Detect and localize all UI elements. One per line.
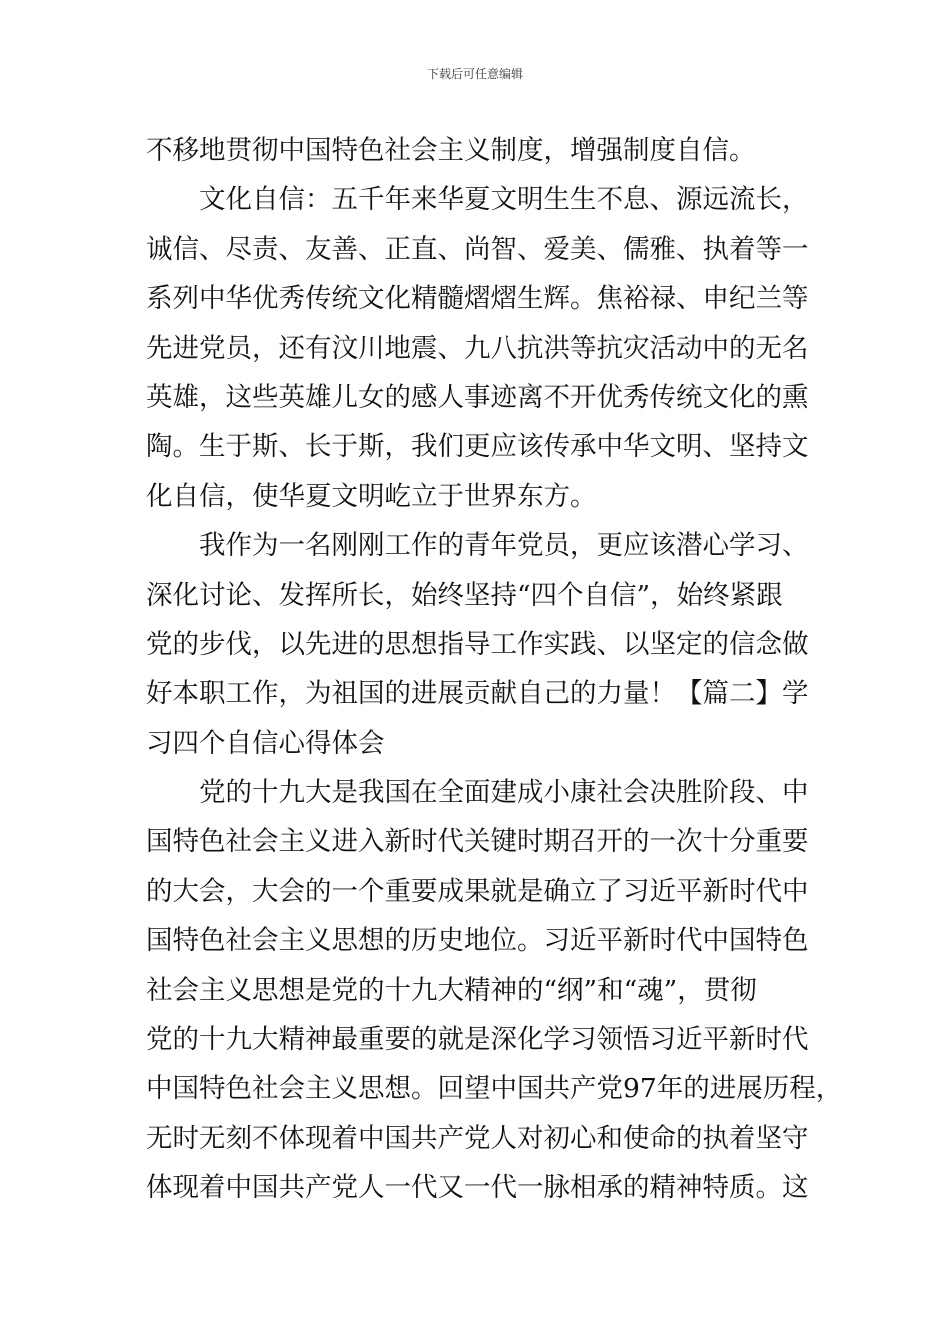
text-line: 诚信、尽责、友善、正直、尚智、爱美、儒雅、执着等一: [146, 233, 809, 265]
text-line: 党的十九大是我国在全面建成小康社会决胜阶段、中: [199, 777, 809, 809]
text-line: 深化讨论、发挥所长，始终坚持“四个自信”，始终紧跟: [146, 579, 783, 611]
text-line: 无时无刻不体现着中国共产党人对初心和使命的执着坚守: [146, 1122, 809, 1154]
text-line: 的大会，大会的一个重要成果就是确立了习近平新时代中: [146, 875, 809, 907]
text-line: 系列中华优秀传统文化精髓熠熠生辉。焦裕禄、申纪兰等: [146, 283, 809, 315]
text-line: 党的十九大精神最重要的就是深化学习领悟习近平新时代: [146, 1024, 809, 1056]
text-line: 我作为一名刚刚工作的青年党员，更应该潜心学习、: [199, 530, 809, 562]
text-line: 好本职工作，为祖国的进展贡献自己的力量！【篇二】学: [146, 678, 809, 710]
text-line: 国特色社会主义进入新时代关键时期召开的一次十分重要: [146, 826, 809, 858]
text-line: 体现着中国共产党人一代又一代一脉相承的精神特质。这: [146, 1172, 809, 1204]
text-line: 英雄，这些英雄儿女的感人事迹离不开优秀传统文化的熏: [146, 381, 809, 413]
text-line: 不移地贯彻中国特色社会主义制度，增强制度自信。: [146, 135, 756, 166]
text-line: 中国特色社会主义思想。回望中国共产党97年的进展历程，: [146, 1073, 843, 1105]
text-line: 先进党员，还有汶川地震、九八抗洪等抗灾活动中的无名: [146, 332, 809, 364]
text-line: 国特色社会主义思想的历史地位。习近平新时代中国特色: [146, 925, 809, 957]
text-line: 党的步伐，以先进的思想指导工作实践、以坚定的信念做: [146, 628, 809, 660]
text-line: 习四个自信心得体会: [146, 727, 385, 759]
page-header-note: 下载后可任意编辑: [426, 67, 523, 81]
text-line: 陶。生于斯、长于斯，我们更应该传承中华文明、坚持文: [146, 431, 809, 463]
text-line: 文化自信：五千年来华夏文明生生不息、源远流长，: [199, 184, 809, 216]
text-line: 社会主义思想是党的十九大精神的“纲”和“魂”，贯彻: [146, 974, 757, 1006]
document-body: [146, 126, 843, 1213]
text-line: 化自信，使华夏文明屹立于世界东方。: [146, 480, 597, 512]
